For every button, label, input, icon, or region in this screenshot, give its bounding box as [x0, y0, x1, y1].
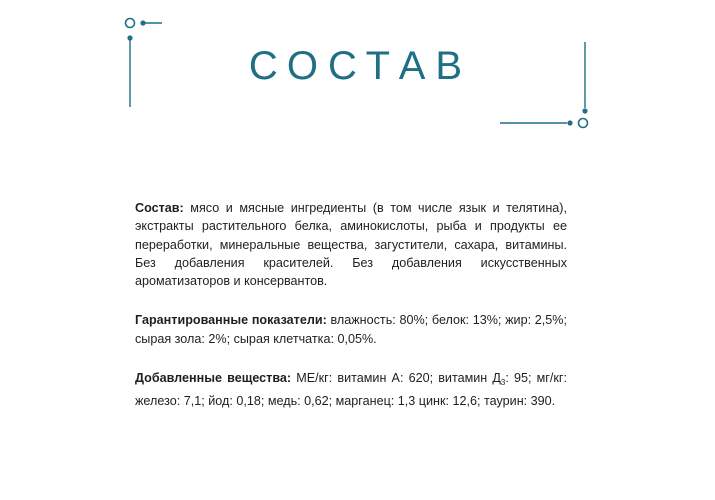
- frame-dot-icon: [140, 20, 145, 25]
- frame-dot-icon: [567, 120, 572, 125]
- additives-paragraph: [135, 369, 567, 411]
- frame-ring-icon: [579, 119, 588, 128]
- frame-dot-icon: [127, 35, 132, 40]
- composition-label: Состав:: [135, 201, 184, 215]
- guaranteed-values-label: Гарантированные показатели:: [135, 313, 327, 328]
- additives-text-start: МЕ/кг: витамин А: 620; витамин Д: [296, 371, 501, 386]
- frame-ring-icon: [126, 19, 135, 28]
- additives-label: Добавленные вещества:: [135, 371, 292, 386]
- product-info: [135, 199, 567, 432]
- guaranteed-values-text: влажность: 80%; белок: 13%; жир: 2,5%; сырая зола: 2%; сырая клетчатка: 0,05%.: [135, 313, 567, 346]
- vitamin-d-subscript: 3: [500, 378, 506, 388]
- guaranteed-values-paragraph: [135, 311, 567, 348]
- composition-paragraph: [135, 199, 567, 290]
- additives-text-end: : 95; мг/кг: железо: 7,1; йод: 0,18; медь: 0,62; марганец: 1,3 цинк: 12,6; таурин: 390.: [135, 371, 567, 409]
- page-title: СОСТАВ: [248, 44, 473, 88]
- composition-text: мясо и мясные ингредиенты (в том числе язык и телятина), экстракты растительного белка, аминокислоты, рыба и продукты ее переработки, минеральные вещества, загустители, сахара, витамины. Без добавления красителей. Без добавления искусственных ароматизаторов и консервантов.: [135, 201, 567, 289]
- frame-dot-icon: [582, 108, 587, 113]
